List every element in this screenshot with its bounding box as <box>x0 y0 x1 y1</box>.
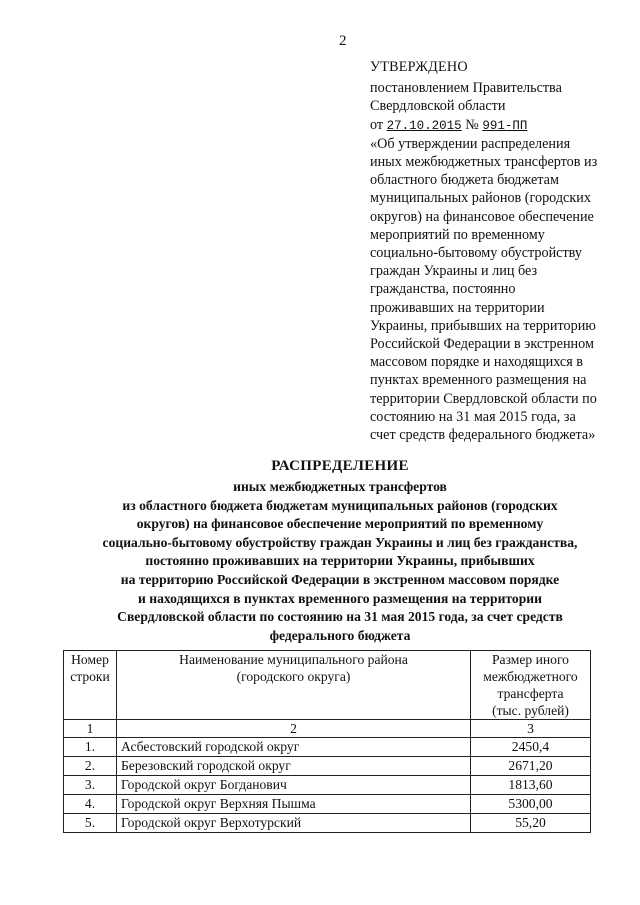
subtitle-line: федерального бюджета <box>269 627 411 643</box>
transfer-amount: 1813,60 <box>471 776 591 795</box>
header-text: межбюджетного <box>483 669 578 684</box>
approval-number: 991-ПП <box>482 118 528 133</box>
subtitle-line: иных межбюджетных трансфертов <box>233 479 447 494</box>
quote-line: пунктах временного размещения на <box>370 372 587 389</box>
number-sign: № <box>465 116 479 133</box>
table-row <box>64 738 591 757</box>
quote-line: Украины, прибывших на территорию <box>370 317 596 334</box>
quote-line: иных межбюджетных трансфертов из <box>370 154 598 171</box>
header-municipality <box>117 651 471 720</box>
quote-line: социально-бытовому обустройству <box>370 245 582 262</box>
quote-line: муниципальных районов (городских <box>370 190 591 207</box>
row-number: 3. <box>64 776 117 795</box>
column-number: 3 <box>471 720 591 738</box>
quote-line: округов) на финансовое обеспечение <box>370 208 594 225</box>
row-number: 1. <box>64 738 117 757</box>
transfer-amount: 2671,20 <box>471 757 591 776</box>
municipality-name: Городской округ Верхотурский <box>117 814 471 833</box>
row-number: 4. <box>64 795 117 814</box>
header-text: трансферта <box>497 686 564 701</box>
quote-line: массовом порядке и находящихся в <box>370 354 584 371</box>
transfer-amount: 55,20 <box>471 814 591 833</box>
header-row-number <box>64 651 117 720</box>
municipality-name: Асбестовский городской округ <box>117 738 471 757</box>
subtitle-line: социально-бытовому обустройству граждан Украины и лиц без гражданства, <box>102 534 578 550</box>
approved-heading: УТВЕРЖДЕНО <box>370 59 468 75</box>
transfer-amount: 2450,4 <box>471 738 591 757</box>
approval-quote <box>370 135 620 444</box>
approval-line-1: постановлением Правительства <box>370 80 562 97</box>
subtitle-line: на территорию Российской Федерации в экстренном массовом порядке <box>120 571 560 587</box>
column-numbers-row <box>64 720 591 738</box>
column-number: 1 <box>64 720 117 738</box>
table-row <box>64 757 591 776</box>
approval-block <box>370 58 620 444</box>
quote-line: граждан Украины и лиц без <box>370 263 538 280</box>
header-text: Размер иного <box>492 652 569 667</box>
table-row <box>64 814 591 833</box>
municipality-name: Березовский городской округ <box>117 757 471 776</box>
subtitle-line: округов) на финансовое обеспечение мероприятий по временному <box>136 516 544 532</box>
quote-line: гражданства, постоянно <box>370 281 516 298</box>
header-amount <box>471 651 591 720</box>
approval-date-line <box>370 116 620 135</box>
quote-line: счет средств федерального бюджета» <box>370 427 596 444</box>
header-text: (тыс. рублей) <box>492 703 569 718</box>
quote-line: состоянию на 31 мая 2015 года, за <box>370 408 576 425</box>
header-text: Наименование муниципального района <box>179 652 408 667</box>
municipality-name: Городской округ Богданович <box>117 776 471 795</box>
subtitle-line: из областного бюджета бюджетам муниципальных районов (городских <box>122 497 558 513</box>
quote-line: Российской Федерации в экстренном <box>370 336 594 353</box>
subtitle-line: Свердловской области по состоянию на 31 мая 2015 года, за счет средств <box>117 609 563 625</box>
quote-line: «Об утверждении распределения <box>370 135 571 152</box>
quote-line: территории Свердловской области по <box>370 390 597 407</box>
transfer-amount: 5300,00 <box>471 795 591 814</box>
column-number: 2 <box>117 720 471 738</box>
transfers-table <box>63 650 591 833</box>
quote-line: проживавших на территории <box>370 299 545 316</box>
page-number: 2 <box>339 33 347 49</box>
quote-line: мероприятий по временному <box>370 226 545 243</box>
document-subtitle <box>30 478 640 645</box>
document-title: РАСПРЕДЕЛЕНИЕ <box>271 458 409 474</box>
header-text: Номер <box>71 652 109 667</box>
table-row <box>64 795 591 814</box>
table-row <box>64 776 591 795</box>
row-number: 2. <box>64 757 117 776</box>
header-text: (городского округа) <box>236 669 351 684</box>
from-prefix: от <box>370 116 384 133</box>
subtitle-line: постоянно проживавших на территории Украины, прибывших <box>145 553 535 569</box>
approval-line-2: Свердловской области <box>370 98 506 115</box>
subtitle-line: и находящихся в пунктах временного размещения на территории <box>138 590 542 606</box>
municipality-name: Городской округ Верхняя Пышма <box>117 795 471 814</box>
table-header-row <box>64 651 591 720</box>
quote-line: областного бюджета бюджетам <box>370 172 559 189</box>
row-number: 5. <box>64 814 117 833</box>
approval-date: 27.10.2015 <box>386 118 462 133</box>
header-text: строки <box>70 669 110 684</box>
